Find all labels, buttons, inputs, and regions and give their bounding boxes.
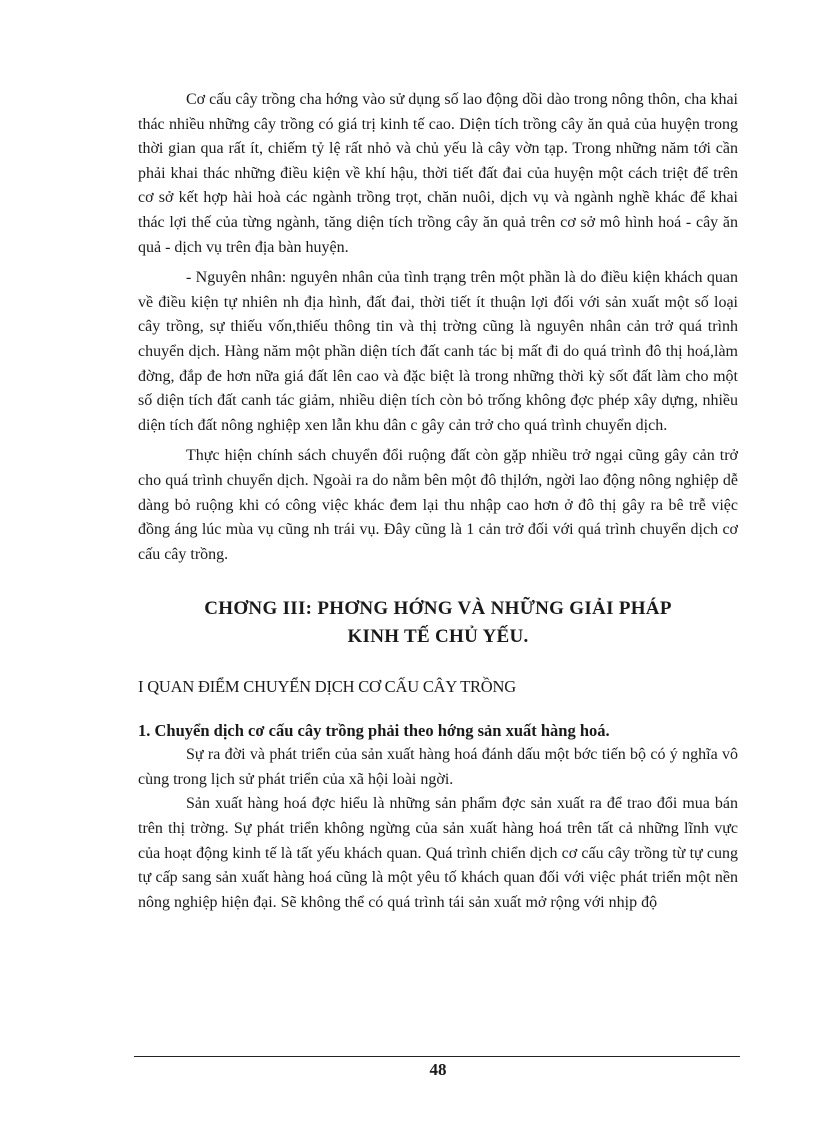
chapter-heading-line-2: KINH TẾ CHỦ YẾU. <box>347 626 529 648</box>
subsection-heading: 1. Chuyển dịch cơ cấu cây trồng phải theo hớng sản xuất hàng hoá. <box>138 721 610 741</box>
footer-divider <box>134 1056 740 1057</box>
paragraph-commodity-origin: Sự ra đời và phát triển của sản xuất hàng hoá đánh dấu một bớc tiến bộ có ý nghĩa vô cùng trong lịch sử phát triển của xã hội loài ngời. <box>138 746 738 788</box>
paragraph-causes: - Nguyên nhân: nguyên nhân của tình trạng trên một phần là do điều kiện khách quan về điều kiện tự nhiên nh địa hình, đất đai, thời tiết ít thuận lợi đối với sản xuất một số loại cây trồng, sự thiếu vốn,thiếu thông tin và thị trờng cũng là nguyên nhân cản trở quá trình chuyển dịch. Hàng năm một phần diện tích đất canh tác bị mất đi do quá trình đô thị hoá,làm đờng, đắp đe hơn nữa giá đất lên cao và đặc biệt là trong những thời kỳ sốt đất làm cho một số diện tích đất canh tác giảm, nhiều diện tích còn bỏ trống không đợc phép xây dựng, nhiều diện tích đất nông nghiệp xen lẫn khu dân c gây cản trở cho quá trình chuyển dịch. <box>138 269 738 434</box>
paragraph-land-policy: Thực hiện chính sách chuyển đổi ruộng đất còn gặp nhiều trở ngại cũng gây cản trở cho quá trình chuyển dịch. Ngoài ra do nằm bên một đô thịlớn, ngời lao động nông nghiệp dễ dàng bỏ ruộng khi có công việc khác đem lại thu nhập cao hơn ở đô thị gây ra bê trễ việc đồng áng lúc mùa vụ cũng nh trái vụ. Đây cũng là 1 cản trở đối với quá trình chuyển dịch cơ cấu cây trồng. <box>138 447 738 563</box>
paragraph-commodity-definition: Sản xuất hàng hoá đợc hiểu là những sản phẩm đợc sản xuất ra để trao đổi mua bán trên thị trờng. Sự phát triển không ngừng của sản xuất hàng hoá trên tất cả những lĩnh vực của hoạt động kinh tế là tất yếu khách quan. Quá trình chiển dịch cơ cấu cây trồng từ tự cung tự cấp sang sản xuất hàng hoá cũng là một yêu tố khách quan đối với việc phát triển một nền nông nghiệp hiện đại. Sẽ không thể có quá trình tái sản xuất mở rộng với nhịp độ <box>138 795 738 911</box>
chapter-heading <box>138 595 738 651</box>
section-heading: I QUAN ĐIỂM CHUYỂN DỊCH CƠ CẤU CÂY TRỒNG <box>138 677 516 697</box>
document-page <box>138 88 738 915</box>
paragraph-crop-structure: Cơ cấu cây trồng cha hớng vào sử dụng số lao động dồi dào trong nông thôn, cha khai thác nhiều những cây trồng có giá trị kinh tế cao. Diện tích trồng cây ăn quả của huyện trong thời gian qua rất ít, chiếm tỷ lệ rất nhỏ và chủ yếu là cây vờn tạp. Trong những năm tới cần phải khai thác những điều kiện về khí hậu, thời tiết đất đai của huyện một cách triệt để trên cơ sở kết hợp hài hoà các ngành trồng trọt, chăn nuôi, dịch vụ và ngành nghề khác để khai thác lợi thế của từng ngành, tăng diện tích trồng cây ăn quả trên cơ sở mô hình hoá - cây ăn quả - dịch vụ trên địa bàn huyện. <box>138 91 738 256</box>
page-number: 48 <box>429 1060 447 1079</box>
chapter-heading-line-1: CHƠNG III: PHƠNG HỚNG VÀ NHỮNG GIẢI PHÁP <box>204 598 672 620</box>
